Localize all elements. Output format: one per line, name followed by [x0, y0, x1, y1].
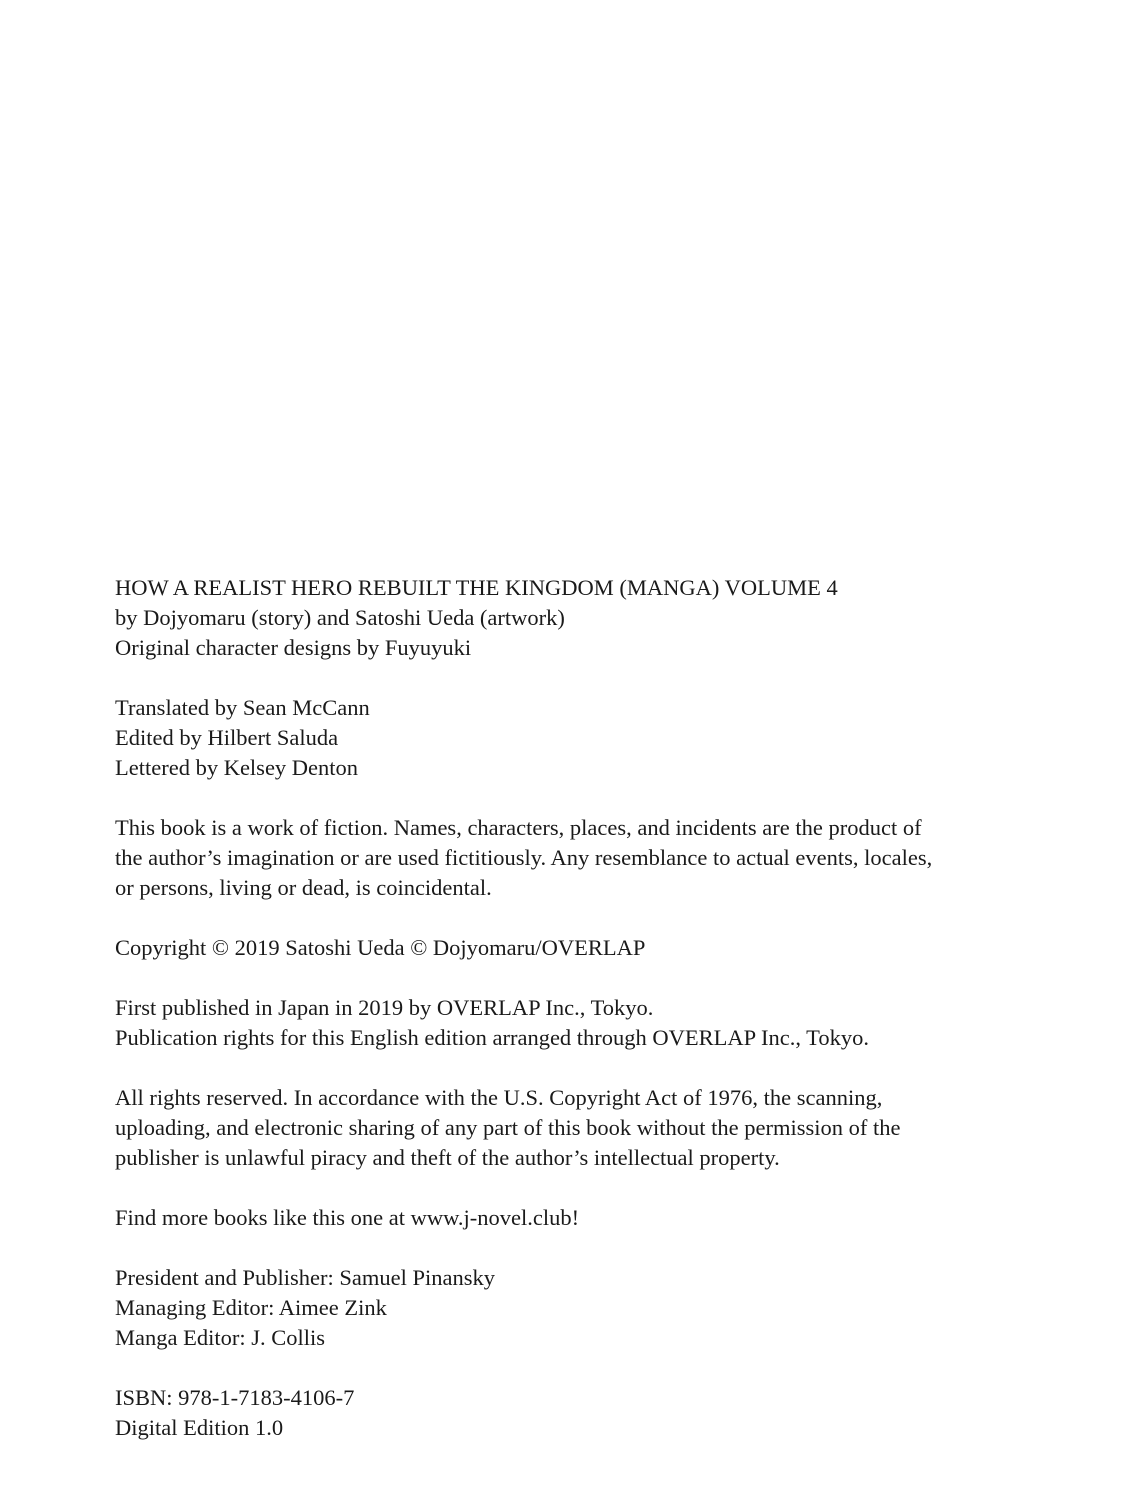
- isbn-line: ISBN: 978-1-7183-4106-7: [115, 1385, 355, 1410]
- website-line: Find more books like this one at www.j-novel.club!: [115, 1205, 580, 1230]
- publisher-block: [115, 1263, 1075, 1353]
- rights-line: publisher is unlawful piracy and theft of the author’s intellectual property.: [115, 1145, 780, 1170]
- copyright-line: Copyright © 2019 Satoshi Ueda © Dojyomaru/OVERLAP: [115, 935, 646, 960]
- edition-line: Digital Edition 1.0: [115, 1415, 284, 1440]
- isbn-block: [115, 1383, 1075, 1443]
- staff-block: [115, 693, 1075, 783]
- character-designs-line: Original character designs by Fuyuyuki: [115, 635, 472, 660]
- book-title: HOW A REALIST HERO REBUILT THE KINGDOM (MANGA) VOLUME 4: [115, 575, 838, 600]
- copyright-block: [115, 933, 1075, 963]
- managing-editor-line: Managing Editor: Aimee Zink: [115, 1295, 387, 1320]
- disclaimer-line: This book is a work of fiction. Names, characters, places, and incidents are the product of: [115, 815, 922, 840]
- rights-line: uploading, and electronic sharing of any part of this book without the permission of the: [115, 1115, 901, 1140]
- disclaimer-line: the author’s imagination or are used fictitiously. Any resemblance to actual events, locales,: [115, 845, 933, 870]
- rights-block: [115, 1083, 1075, 1173]
- rights-line: All rights reserved. In accordance with the U.S. Copyright Act of 1976, the scanning,: [115, 1085, 883, 1110]
- publication-block: [115, 993, 1075, 1053]
- publisher-line: President and Publisher: Samuel Pinansky: [115, 1265, 495, 1290]
- letterer-line: Lettered by Kelsey Denton: [115, 755, 359, 780]
- publication-rights-line: Publication rights for this English edition arranged through OVERLAP Inc., Tokyo.: [115, 1025, 869, 1050]
- credits-text: [115, 573, 1075, 1443]
- publication-line: First published in Japan in 2019 by OVERLAP Inc., Tokyo.: [115, 995, 654, 1020]
- authors-line: by Dojyomaru (story) and Satoshi Ueda (artwork): [115, 605, 565, 630]
- editor-line: Edited by Hilbert Saluda: [115, 725, 339, 750]
- website-block: [115, 1203, 1075, 1233]
- manga-editor-line: Manga Editor: J. Collis: [115, 1325, 325, 1350]
- disclaimer-line: or persons, living or dead, is coincidental.: [115, 875, 492, 900]
- translator-line: Translated by Sean McCann: [115, 695, 370, 720]
- title-block: [115, 573, 1075, 663]
- disclaimer-block: [115, 813, 1075, 903]
